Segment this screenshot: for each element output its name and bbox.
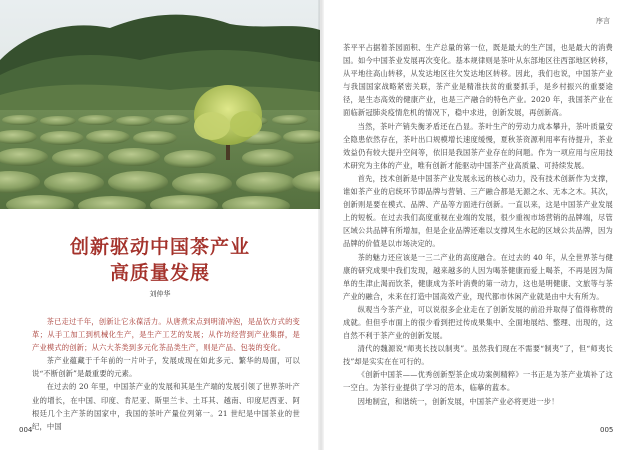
body-paragraph: 在过去的 20 年里，中国茶产业的发展和其是生产端的发展引领了世界茶叶产业的增长，在中国、印度、肯尼亚、斯里兰卡、土耳其、越南、印度尼西亚、阿根廷几个主产茶的国家中，我国的茶叶产量位列第一。21 世纪是中国茶业的世纪，中国 — [32, 382, 300, 431]
body-paragraph: 首先，技术创新是中国茶产业发展永远的核心动力，没有技术创新作为支撑，谁如茶产业的启统环节即品牌与营销、三产融合都是无源之水、无本之木。其次，创新则是要在模式、品牌、产品等方面进行创新。一直以来，这是中国茶产业发展上的短板。在过去我们高度重视在业端的发展，很少重视市场营销的品牌端，尽管区域公共品牌有所增加，但是企业品牌还难以支撑风生水起的区域公共品牌，因为品牌的价值是以市场决定的。 — [343, 173, 613, 249]
right-body-text — [343, 41, 613, 408]
body-paragraph: 茶的魅力还应该是一三二产业的高度融合。在过去的 40 年，从全世界茶与健康的研究成果中我们发现，越来越多的人因为喝茶健康而爱上喝茶，不再是因为简单的生津止渴而饮茶，健康成为茶叶消费的第一动力，这也是明健康、文旅等与茶产业的融合，未来在打造中国高效产业，现代都市休闲产业就是由中大有所为。 — [343, 252, 613, 301]
left-body-text — [32, 315, 300, 433]
page-number-left: 004 — [19, 426, 33, 434]
body-paragraph: 茶平平占据着茶园面积、生产总量的第一位，既是最大的生产国，也是最大的消费国。如今中国茶业发展再次变化。基本规律则是茶叶从东部地区往西部地区转移，从平地往高山转移，从发达地区往欠发达地区转移。因此，我们也说，中国茶产业与我国国家战略紧密关联，茶产业是精准扶贫的重要抓手，是乡村振兴的重要途径，是生态高效的健康产业，也是三产融合的特色产业。2020 年，我国茶产业在面临新冠肺炎疫情危机的情况下，稳中求进，创新发展，再创新高。 — [343, 43, 613, 118]
body-paragraph: 因地制宜，和谐统一，创新发展，中国茶产业必将更进一步！ — [357, 396, 559, 406]
article-title-line1: 创新驱动中国茶产业 — [69, 236, 250, 258]
book-gutter — [318, 0, 324, 450]
body-paragraph: 《创新中国茶——优秀创新型茶企成功案例精粹》一书正是为茶产业填补了这一空白。为茶行业提供了学习的范本，临摹的蓝本。 — [343, 370, 613, 393]
page-number-right: 005 — [600, 426, 614, 434]
lead-paragraph: 茶已走过千年，创新让它永葆活力。从唐煮宋点到明清冲泡，是品饮方式的变革；从手工加工到机械化生产，是生产工艺的发展；从作坊经营到产业集群，是产业模式的创新；从六大茶类到多元化茶品类生产，则是产品、包装的变化。 — [32, 317, 300, 353]
body-paragraph: 茶产业蕴藏于千年前的一片叶子，发展成现在如此多元、繁华的局面，可以说“不断创新”是最重要的元素。 — [32, 356, 300, 379]
tea-plantation-photo — [0, 0, 320, 209]
body-paragraph: 清代的魏源说“师夷长技以制夷”。虽然我们现在不需要“制夷”了，但“师夷长技”却是实实在在可行的。 — [343, 344, 613, 367]
article-title-line2: 高质量发展 — [109, 262, 210, 284]
body-paragraph: 当然，茶叶产销失衡矛盾还在凸显。茶叶生产的劳动力成本攀升，茶叶质量安全隐患依然存在，茶叶出口规模增长速度缓慢，夏秋茶资源利用率有待提升，茶业效益仍有较大提升空间等，依旧是我国茶产业存在的问题。作为一项应用与应用技术研究为主体的产业，唯有创新才能驱动中国茶产业高质量、可持续发展。 — [343, 121, 613, 170]
body-paragraph: 纵观当今茶产业，可以说很多企业走在了创新发展的前沿并取得了值得称赞的成就。但但乎市面上的很少看到把过传成果集中、全面地展结、整理、出现的，这自然不利于茶产业的创新发展。 — [343, 304, 613, 341]
author-name: 刘仲华 — [149, 290, 171, 298]
running-head: 序言 — [596, 17, 610, 25]
